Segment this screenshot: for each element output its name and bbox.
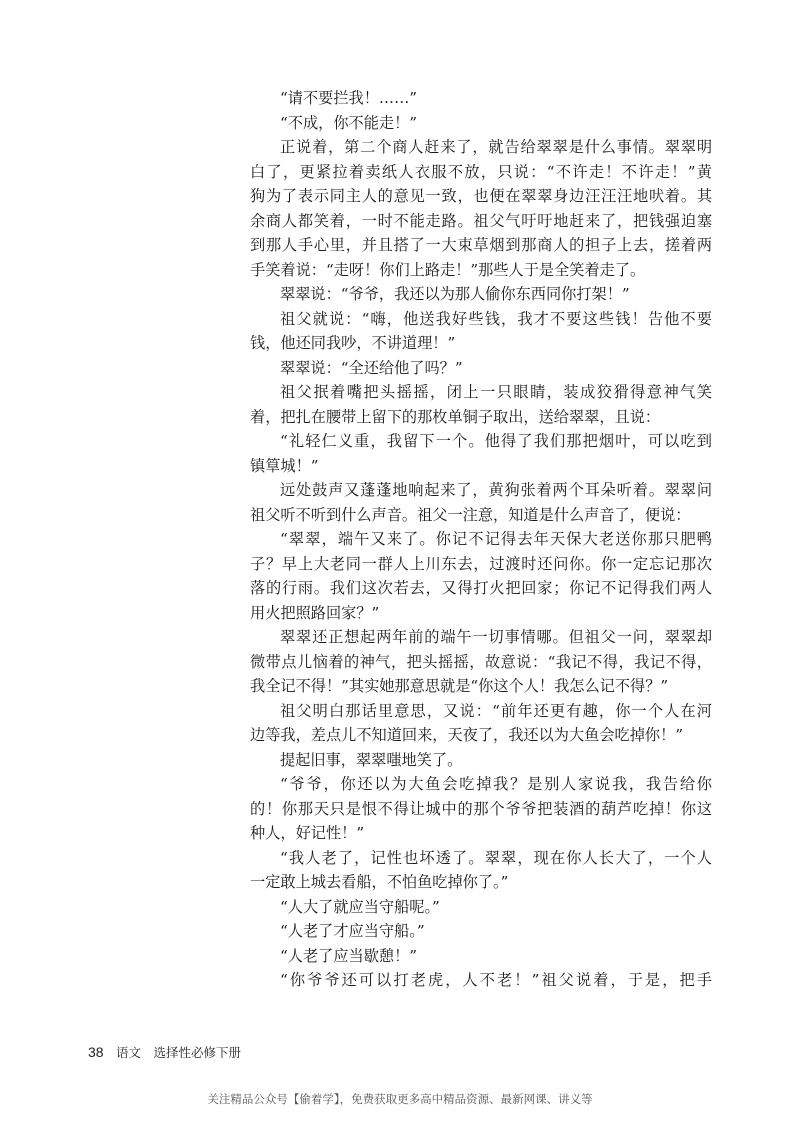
text-line: “人老了应当歇憩！” [280,946,418,965]
text-line: 翠翠还正想起两年前的端午一切事情哪。但祖父一问，翠翠却 [280,628,712,646]
text-line: 镇筸城！” [250,456,319,475]
page-number: 38 [88,1044,104,1060]
text-line: “你爷爷还可以打老虎，人不老！”祖父说着，于是，把手 [280,971,712,989]
book-title: 语文 选择性必修下册 [116,1045,242,1060]
text-line: 着，把扎在腰带上留下的那枚单铜子取出，送给翠翠，且说： [250,407,661,426]
text-line: 翠翠说：“爷爷，我还以为那人偷你东西同你打架！” [280,285,630,303]
text-line: 祖父听不听到什么声音。祖父一注意，知道是什么声音了，便说： [250,505,691,524]
text-line: 微带点儿恼着的神气，把头摇摇，故意说：“我记不得，我记不得， [250,652,712,671]
text-line: 我全记不得！”其实她那意思就是“你这个人！我怎么记不得？” [250,677,669,695]
text-line: “人大了就应当守船呢。” [280,897,440,916]
text-line: 种人，好记性！” [250,824,365,842]
text-line: “我人老了，记性也坏透了。翠翠，现在你人长大了，一个人 [280,848,712,867]
text-line: 祖父抿着嘴把头摇摇，闭上一只眼睛，装成狡猾得意神气笑 [280,383,712,401]
text-line: 余商人都笑着，一时不能走路。祖父气吁吁地赶来了，把钱强迫塞 [250,211,712,230]
text-line: 子？早上大老同一群人上川东去，过渡时还问你。你一定忘记那次 [250,554,712,573]
text-line: 祖父就说：“嗨，他送我好些钱，我才不要这些钱！告他不要 [280,309,712,328]
text-line: 的！你那天只是恨不得让城中的那个爷爷把装酒的葫芦吃掉！你这 [250,799,712,818]
text-line: 白了，更紧拉着卖纸人衣服不放，只说：“不许走！不许走！”黄 [250,162,712,181]
text-line: “爷爷，你还以为大鱼会吃掉我？是别人家说我，我告给你 [280,775,712,793]
text-line: 到那人手心里，并且搭了一大束草烟到那商人的担子上去，搓着两 [250,236,712,254]
text-line: “人老了才应当守船。” [280,922,425,940]
text-line: 祖父明白那话里意思，又说：“前年还更有趣，你一个人在河 [280,701,712,720]
text-line: 手笑着说：“走呀！你们上路走！”那些人于是全笑着走了。 [250,260,646,279]
text-line: 翠翠说：“全还给他了吗？” [280,358,463,377]
text-line: 一定敢上城去看船，不怕鱼吃掉你了。” [250,873,509,891]
text-line: 落的行雨。我们这次若去，又得打火把回家；你记不记得我们两人 [250,579,712,597]
text-line: 正说着，第二个商人赶来了，就告给翠翠是什么事情。翠翠明 [280,138,712,156]
text-line: “翠翠，端午又来了。你记不记得去年天保大老送你那只肥鸭 [280,530,712,548]
text-line: “请不要拦我！……” [280,89,418,107]
page-footer [88,1043,241,1061]
text-line: 用火把照路回家？” [250,603,380,622]
text-line: “礼轻仁义重，我留下一个。他得了我们那把烟叶，可以吃到 [280,432,712,450]
body-text [250,86,712,993]
text-line: 远处鼓声又蓬蓬地响起来了，黄狗张着两个耳朵听着。翠翠问 [280,481,712,499]
text-line: 边等我，差点儿不知道回来，天夜了，我还以为大鱼会吃掉你！” [250,726,684,744]
watermark-notice: 关注精品公众号【偷着学】，免费获取更多高中精品资源、最新网课、讲义等 [207,1092,593,1106]
text-line: 钱，他还同我吵，不讲道理！” [250,334,456,352]
text-line: 提起旧事，翠翠嗤地笑了。 [280,750,463,769]
text-line: “不成，你不能走！” [280,113,418,132]
text-line: 狗为了表示同主人的意见一致，也便在翠翠身边汪汪汪地吠着。其 [250,187,712,205]
